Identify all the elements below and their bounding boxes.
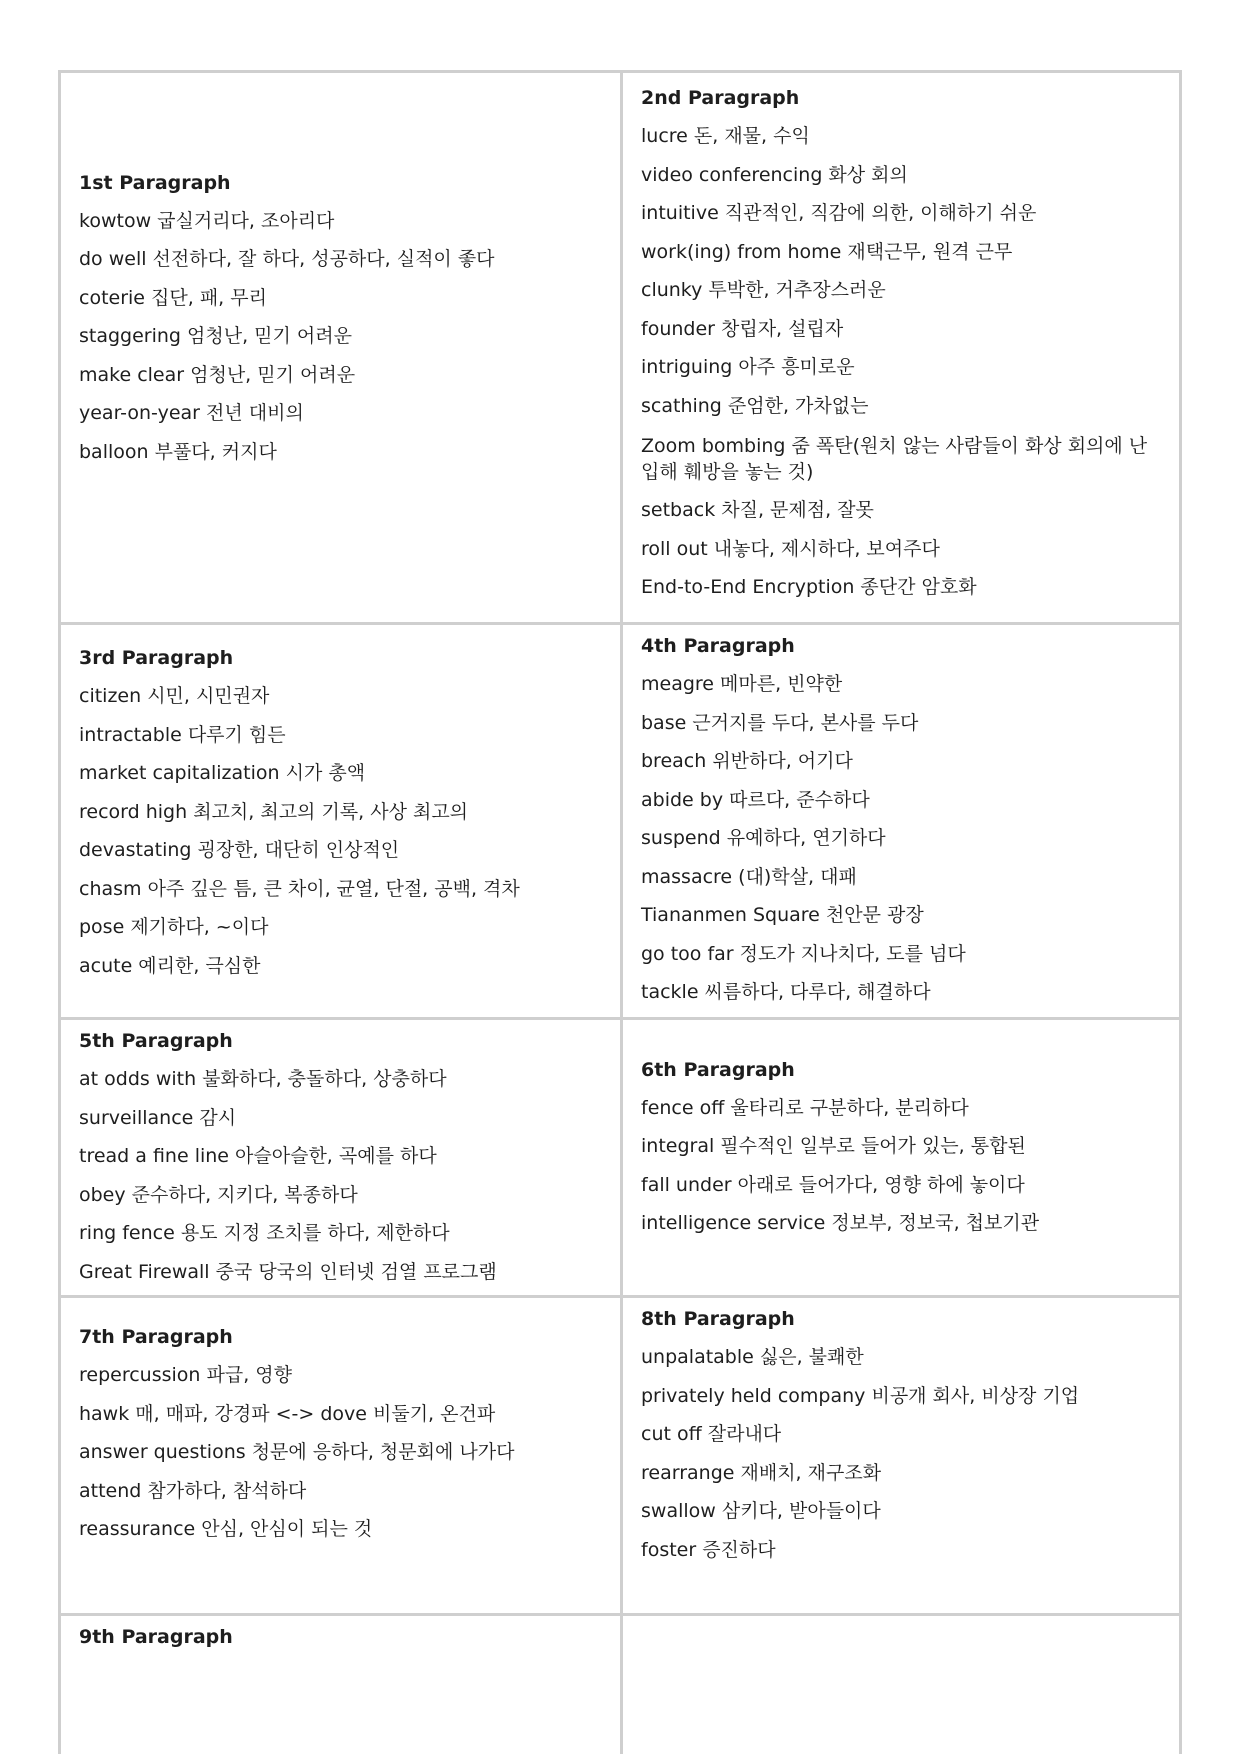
vocab-entry: kowtow 굽실거리다, 조아리다 — [79, 209, 335, 232]
paragraph-cell-4 — [620, 625, 1179, 1017]
vocab-entry: Great Firewall 중국 당국의 인터넷 검열 프로그램 — [79, 1260, 497, 1283]
paragraph-heading: 7th Paragraph — [79, 1326, 233, 1349]
vocab-entry: market capitalization 시가 총액 — [79, 762, 366, 784]
vocab-entry: balloon 부풀다, 커지다 — [79, 440, 277, 463]
vocab-entry: End-to-End Encryption 종단간 암호화 — [641, 576, 977, 598]
paragraph-heading: 9th Paragraph — [79, 1626, 233, 1648]
table-row — [61, 622, 1179, 1017]
vocab-entry: acute 예리한, 극심한 — [79, 954, 261, 977]
vocab-entry: coterie 집단, 패, 무리 — [79, 286, 267, 309]
vocab-entry: tackle 씨름하다, 다루다, 해결하다 — [641, 981, 931, 1003]
vocab-entry: suspend 유예하다, 연기하다 — [641, 827, 886, 849]
vocab-entry: scathing 준엄한, 가차없는 — [641, 394, 869, 417]
empty-cell — [620, 1616, 1179, 1754]
paragraph-heading: 3rd Paragraph — [79, 647, 234, 669]
vocab-entry: year-on-year 전년 대비의 — [79, 402, 304, 425]
vocab-entry: intuitive 직관적인, 직감에 의한, 이해하기 쉬운 — [641, 202, 1037, 224]
vocab-entry: attend 참가하다, 참석하다 — [79, 1479, 307, 1502]
table-row — [61, 70, 1179, 622]
vocab-entry: setback 차질, 문제점, 잘못 — [641, 499, 874, 521]
vocab-entry: work(ing) from home 재택근무, 원격 근무 — [641, 240, 1013, 263]
vocab-entry: answer questions 청문에 응하다, 청문회에 나가다 — [79, 1441, 515, 1464]
vocab-entry: video conferencing 화상 회의 — [641, 163, 908, 186]
vocab-entry: make clear 엄청난, 믿기 어려운 — [79, 363, 356, 386]
vocab-entry: Zoom bombing 줌 폭탄(원치 않는 사람들이 화상 회의에 난입해 훼방을 놓는 것) — [641, 435, 1148, 483]
vocab-entry: integral 필수적인 일부로 들어가 있는, 통합된 — [641, 1135, 1026, 1157]
paragraph-heading: 5th Paragraph — [79, 1030, 233, 1052]
vocab-entry: at odds with 불화하다, 충돌하다, 상충하다 — [79, 1068, 447, 1090]
vocab-entry: obey 준수하다, 지키다, 복종하다 — [79, 1183, 358, 1206]
vocab-entry: foster 증진하다 — [641, 1538, 776, 1561]
vocab-entry: tread a fine line 아슬아슬한, 곡예를 하다 — [79, 1145, 437, 1167]
vocab-entry: base 근거지를 두다, 본사를 두다 — [641, 711, 919, 734]
table-row — [61, 1017, 1179, 1295]
vocab-entry: citizen 시민, 시민권자 — [79, 685, 270, 707]
paragraph-cell-2 — [620, 73, 1179, 622]
paragraph-heading: 2nd Paragraph — [641, 87, 800, 109]
vocab-entry: ring fence 용도 지정 조치를 하다, 제한하다 — [79, 1222, 450, 1244]
vocab-entry: surveillance 감시 — [79, 1106, 237, 1129]
vocab-entry: chasm 아주 깊은 틈, 큰 차이, 균열, 단절, 공백, 격차 — [79, 877, 520, 900]
vocab-entry: devastating 굉장한, 대단히 인상적인 — [79, 839, 400, 861]
table-row — [61, 1613, 1179, 1754]
paragraph-heading: 1st Paragraph — [79, 171, 231, 194]
paragraph-heading: 4th Paragraph — [641, 635, 795, 657]
vocab-entry: reassurance 안심, 안심이 되는 것 — [79, 1518, 373, 1541]
vocab-entry: unpalatable 싫은, 불쾌한 — [641, 1346, 864, 1368]
paragraph-cell-7 — [61, 1298, 620, 1613]
vocab-entry: swallow 삼키다, 받아들이다 — [641, 1500, 881, 1522]
vocab-entry: privately held company 비공개 회사, 비상장 기업 — [641, 1384, 1080, 1407]
vocab-entry: record high 최고치, 최고의 기록, 사상 최고의 — [79, 800, 469, 823]
vocab-entry: do well 선전하다, 잘 하다, 성공하다, 실적이 좋다 — [79, 248, 495, 271]
vocab-entry: clunky 투박한, 거추장스러운 — [641, 279, 886, 301]
vocab-entry: fall under 아래로 들어가다, 영향 하에 놓이다 — [641, 1173, 1025, 1196]
table-row — [61, 1295, 1179, 1613]
vocab-entry: founder 창립자, 설립자 — [641, 317, 844, 340]
vocab-entry: meagre 메마른, 빈약한 — [641, 673, 843, 695]
vocab-entry: Tiananmen Square 천안문 광장 — [641, 904, 924, 926]
paragraph-heading: 8th Paragraph — [641, 1308, 795, 1330]
vocab-entry: fence off 울타리로 구분하다, 분리하다 — [641, 1096, 969, 1119]
paragraph-cell-6 — [620, 1020, 1179, 1295]
vocab-entry: rearrange 재배치, 재구조화 — [641, 1461, 882, 1484]
paragraph-cell-5 — [61, 1020, 620, 1295]
vocab-entry: breach 위반하다, 어기다 — [641, 750, 853, 772]
vocab-entry: abide by 따르다, 준수하다 — [641, 788, 870, 811]
vocab-entry: go too far 정도가 지나치다, 도를 넘다 — [641, 942, 966, 965]
vocabulary-table — [58, 70, 1182, 1754]
vocab-entry: lucre 돈, 재물, 수익 — [641, 125, 810, 147]
vocab-entry: repercussion 파급, 영향 — [79, 1364, 292, 1387]
paragraph-heading: 6th Paragraph — [641, 1058, 795, 1081]
vocab-entry: roll out 내놓다, 제시하다, 보여주다 — [641, 537, 940, 560]
vocab-entry: hawk 매, 매파, 강경파 <-> dove 비둘기, 온건파 — [79, 1402, 496, 1425]
paragraph-cell-8 — [620, 1298, 1179, 1613]
paragraph-cell-3 — [61, 625, 620, 1017]
paragraph-cell-9 — [61, 1616, 620, 1754]
vocab-entry: staggering 엄청난, 믿기 어려운 — [79, 325, 352, 348]
vocab-entry: pose 제기하다, ~이다 — [79, 916, 269, 938]
vocab-entry: intriguing 아주 흥미로운 — [641, 356, 855, 378]
vocab-entry: intelligence service 정보부, 정보국, 첩보기관 — [641, 1212, 1040, 1234]
vocab-entry: intractable 다루기 힘든 — [79, 723, 286, 746]
paragraph-cell-1 — [61, 73, 620, 622]
vocab-entry: cut off 잘라내다 — [641, 1423, 782, 1445]
vocab-entry: massacre (대)학살, 대패 — [641, 865, 857, 888]
